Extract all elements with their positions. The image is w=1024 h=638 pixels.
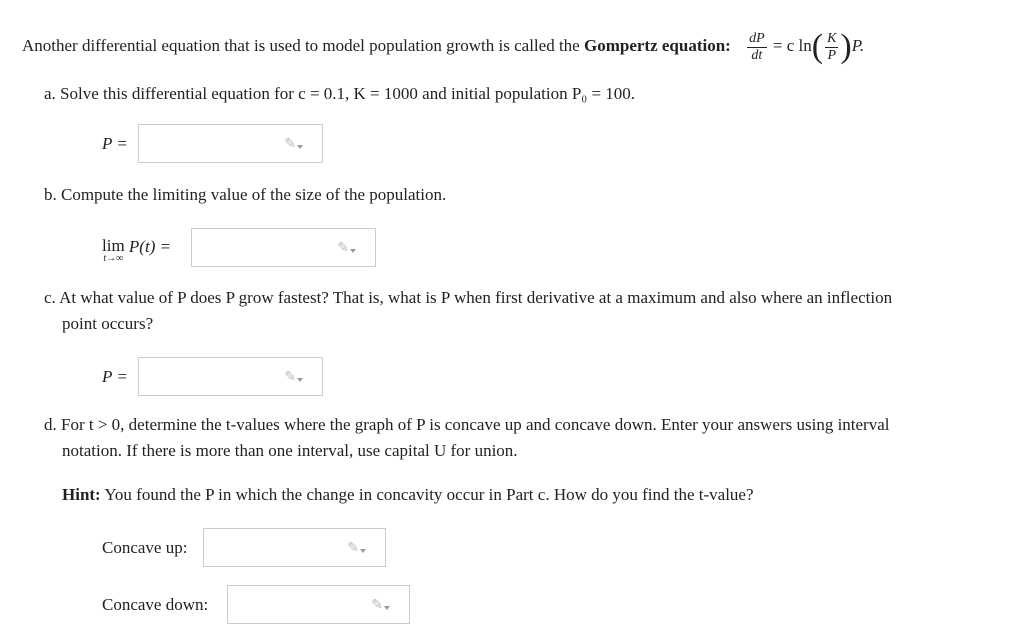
part-c-text-line1: c. At what value of P does P grow fastest? That is, what is P when first derivative at a maximum and also where an inflection bbox=[44, 288, 893, 307]
concave-up-label: Concave up: bbox=[102, 538, 188, 557]
part-d-text-line2: notation. If there is more than one interval, use capital U for union. bbox=[62, 441, 518, 460]
pencil-icon[interactable]: ✎ bbox=[284, 137, 296, 152]
pencil-icon[interactable]: ✎ bbox=[371, 598, 383, 613]
part-a-text: a. Solve this differential equation for c = 0.1, K = 1000 and initial population P₀ = 100. bbox=[44, 84, 636, 103]
intro-text: Another differential equation that is used to model population growth is called the Gompertz equation: $\frac{dP}{dt}$ = c ln( $\frac{K}{P}$ )P. bbox=[22, 28, 865, 65]
concave-down-input[interactable] bbox=[227, 585, 410, 624]
derivative-fraction: $\frac{dP}{dt}$ bbox=[749, 30, 765, 63]
equation-name: Gompertz equation: bbox=[583, 35, 731, 55]
k-over-p: $\frac{K}{P}$ bbox=[827, 30, 837, 63]
pencil-icon[interactable]: ✎ bbox=[284, 370, 296, 385]
part-b-answer-input[interactable] bbox=[191, 228, 376, 267]
concave-up-input[interactable] bbox=[203, 528, 386, 567]
part-c-answer-input[interactable] bbox=[138, 357, 323, 396]
part-d-text-line1: d. For t > 0, determine the t-values where the graph of P is concave up and concave down. Enter your answers using interval bbox=[44, 415, 890, 434]
concave-down-label: Concave down: bbox=[102, 595, 209, 614]
part-a-answer-input[interactable] bbox=[138, 124, 323, 163]
part-c-label: P = bbox=[102, 367, 128, 386]
part-b-text: b. Compute the limiting value of the size of the population. bbox=[44, 185, 447, 204]
hint-text: Hint: You found the P in which the change in concavity occur in Part c. How do you find the t-value? bbox=[62, 485, 754, 504]
pencil-icon[interactable]: ✎ bbox=[347, 541, 359, 556]
part-b-label: lim t→∞ P(t) = bbox=[102, 236, 172, 264]
part-a-label: P = bbox=[102, 134, 128, 153]
pencil-icon[interactable]: ✎ bbox=[337, 241, 349, 256]
part-c-text-line2: point occurs? bbox=[62, 314, 154, 333]
